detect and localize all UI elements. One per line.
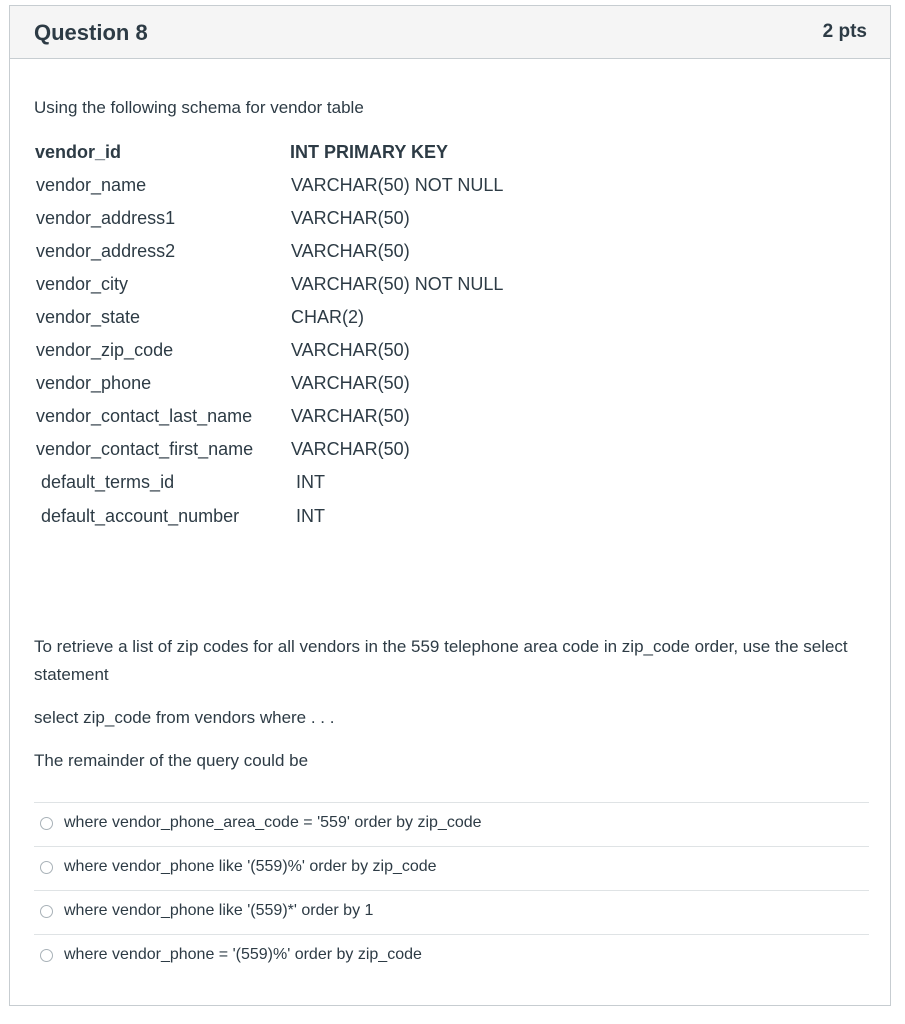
schema-column-name: default_account_number xyxy=(41,506,240,526)
schema-column-name: default_terms_id xyxy=(41,472,175,492)
answer-options xyxy=(34,802,869,978)
schema-column-type: VARCHAR(50) xyxy=(291,406,410,426)
answer-label[interactable]: where vendor_phone_area_code = '559' order by zip_code xyxy=(64,814,482,831)
radio-button-icon[interactable] xyxy=(40,905,53,918)
schema-column-name: vendor_address2 xyxy=(36,241,176,261)
schema-column-type: VARCHAR(50) xyxy=(291,340,410,360)
schema-row xyxy=(10,406,890,430)
schema-row xyxy=(10,208,890,232)
schema-column-type: VARCHAR(50) NOT NULL xyxy=(291,274,504,294)
schema-intro: Using the following schema for vendor table xyxy=(34,98,364,117)
answer-option-3[interactable] xyxy=(34,890,869,934)
question-card xyxy=(9,5,891,1006)
answer-label[interactable]: where vendor_phone like '(559)*' order by 1 xyxy=(64,902,374,919)
schema-column-type: VARCHAR(50) xyxy=(291,208,410,228)
schema-row xyxy=(10,439,890,463)
schema-column-name: vendor_zip_code xyxy=(36,340,174,360)
radio-button-icon[interactable] xyxy=(40,817,53,830)
query-statement: select zip_code from vendors where . . . xyxy=(34,708,335,727)
schema-row xyxy=(10,506,890,530)
answer-label[interactable]: where vendor_phone = '(559)%' order by zip_code xyxy=(64,946,422,963)
schema-column-name: vendor_city xyxy=(36,274,129,294)
radio-button-icon[interactable] xyxy=(40,861,53,874)
answer-option-4[interactable] xyxy=(34,934,869,978)
schema-row xyxy=(10,142,890,166)
answer-option-1[interactable] xyxy=(34,802,869,846)
schema-row xyxy=(10,307,890,331)
schema-column-type: VARCHAR(50) NOT NULL xyxy=(291,175,504,195)
schema-column-name: vendor_phone xyxy=(36,373,152,393)
schema-row xyxy=(10,340,890,364)
schema-column-type: VARCHAR(50) xyxy=(291,439,410,459)
answer-label[interactable]: where vendor_phone like '(559)%' order by zip_code xyxy=(64,858,437,875)
remainder-text: The remainder of the query could be xyxy=(34,751,309,770)
schema-column-type: CHAR(2) xyxy=(291,307,365,327)
question-header xyxy=(10,6,890,59)
schema-column-name: vendor_name xyxy=(36,175,147,195)
schema-column-type: INT PRIMARY KEY xyxy=(290,142,449,162)
schema-column-name: vendor_contact_last_name xyxy=(36,406,253,426)
answer-option-2[interactable] xyxy=(34,846,869,890)
schema-column-name: vendor_id xyxy=(35,142,122,162)
schema-column-name: vendor_address1 xyxy=(36,208,176,228)
schema-column-type: VARCHAR(50) xyxy=(291,241,410,261)
schema-row xyxy=(10,175,890,199)
schema-row xyxy=(10,472,890,496)
schema-column-type: VARCHAR(50) xyxy=(291,373,410,393)
schema-row xyxy=(10,373,890,397)
schema-column-type: INT xyxy=(296,472,325,492)
schema-column-type: INT xyxy=(296,506,325,526)
question-title: Question 8 xyxy=(34,20,148,45)
schema-row xyxy=(10,274,890,298)
schema-row xyxy=(10,241,890,265)
question-prompt: To retrieve a list of zip codes for all vendors in the 559 telephone area code in zip_code order, use the select statement xyxy=(34,637,848,684)
schema-column-name: vendor_contact_first_name xyxy=(36,439,254,459)
question-points: 2 pts xyxy=(822,21,867,42)
schema-column-name: vendor_state xyxy=(36,307,141,327)
radio-button-icon[interactable] xyxy=(40,949,53,962)
